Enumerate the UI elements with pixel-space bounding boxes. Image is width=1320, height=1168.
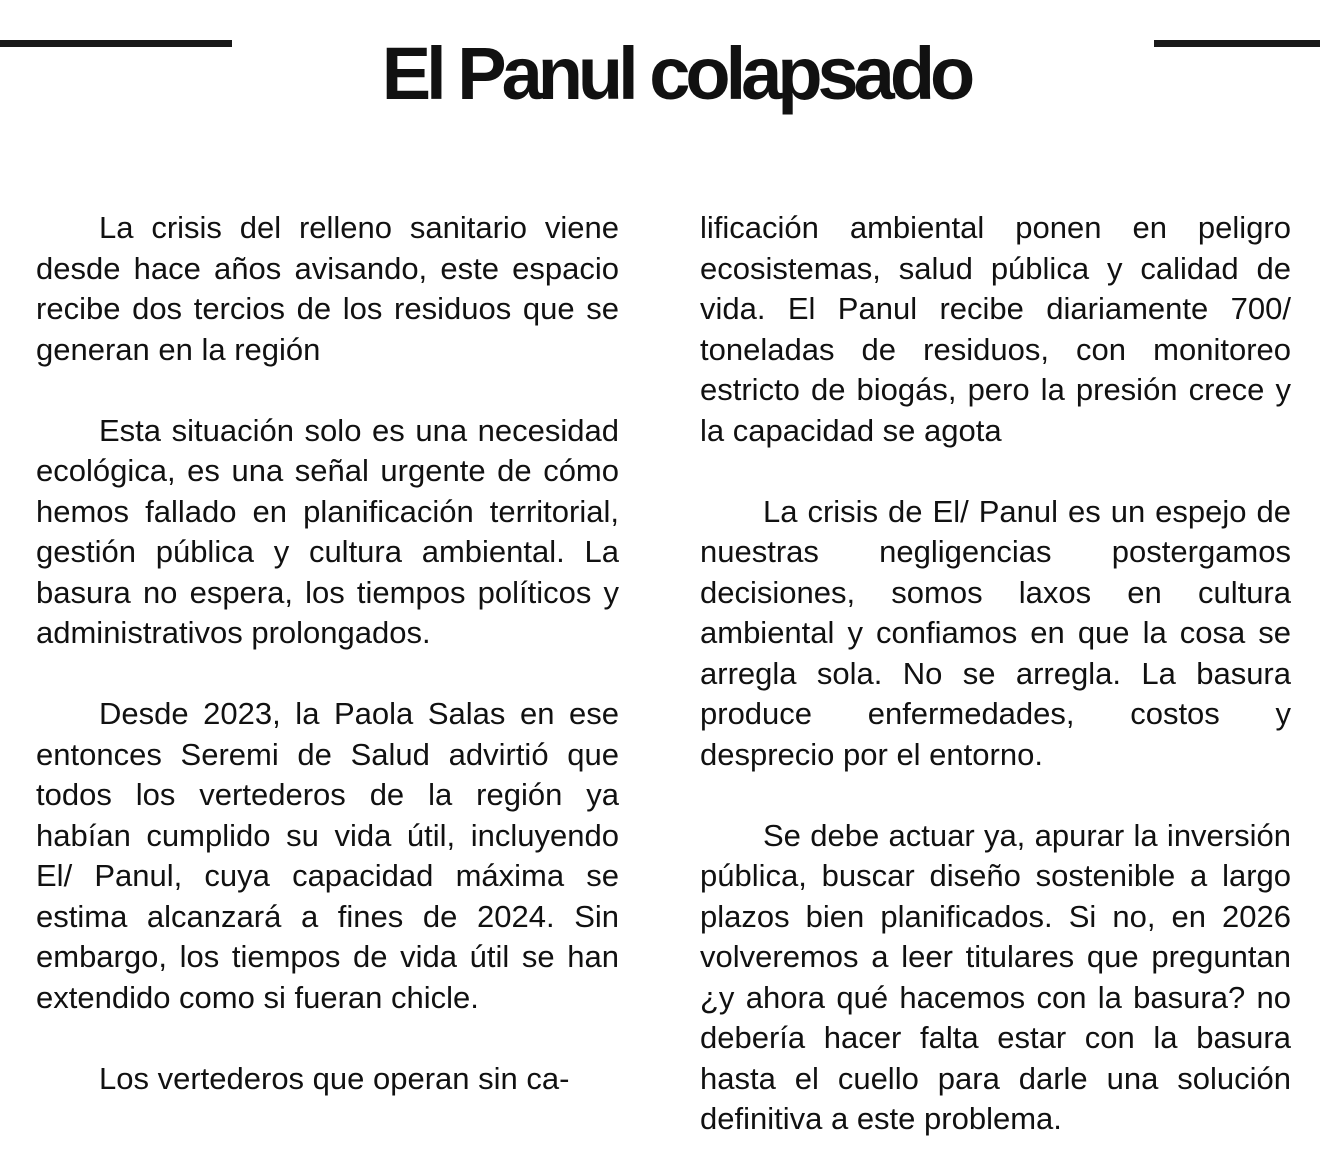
paragraph: Los vertederos que operan sin ca- (99, 1060, 570, 1096)
paragraph: Esta situación solo es una necesidad ecológica, es una señal urgente de cómo hemos fallado en planificación territorial, gestión pública y cultura ambiental. La basura no espera, los tiempos políticos y administrativos prolongados. (36, 412, 619, 650)
paragraph: Se debe actuar ya, apurar la inversión pública, buscar diseño sostenible a largo plazos bien planificados. Si no, en 2026 volveremos a leer titulares que preguntan ¿y ahora qué hacemos con la basura? no debería hacer falta estar con la basura hasta el cuello para darle una solución definitiva a este problema. (700, 817, 1291, 1136)
paragraph: La crisis de El/ Panul es un espejo de nuestras negligencias postergamos decisiones, somos laxos en cultura ambiental y confiamos en que la cosa se arregla sola. No se arregla. La basura produce enfermedades, costos y desprecio por el entorno. (700, 493, 1291, 772)
paragraph: lificación ambiental ponen en peligro ecosistemas, salud pública y calidad de vida. El Panul recibe diariamente 700/ toneladas de residuos, con monitoreo estricto de biogás, pero la presión crece y la capacidad se agota (700, 210, 1291, 448)
paragraph: La crisis del relleno sanitario viene desde hace años avisando, este espacio recibe dos tercios de los residuos que se generan en la región (36, 210, 619, 367)
article-column-left (36, 208, 619, 1099)
article-column-right (700, 208, 1291, 1140)
paragraph: Desde 2023, la Paola Salas en ese entonces Seremi de Salud advirtió que todos los vertederos de la región ya habían cumplido su vida útil, incluyendo El/ Panul, cuya capacidad máxima se estima alcanzará a fines de 2024. Sin embargo, los tiempos de vida útil se han extendido como si fueran chicle. (36, 696, 619, 1015)
article-title: El Panul colapsado (381, 32, 971, 115)
